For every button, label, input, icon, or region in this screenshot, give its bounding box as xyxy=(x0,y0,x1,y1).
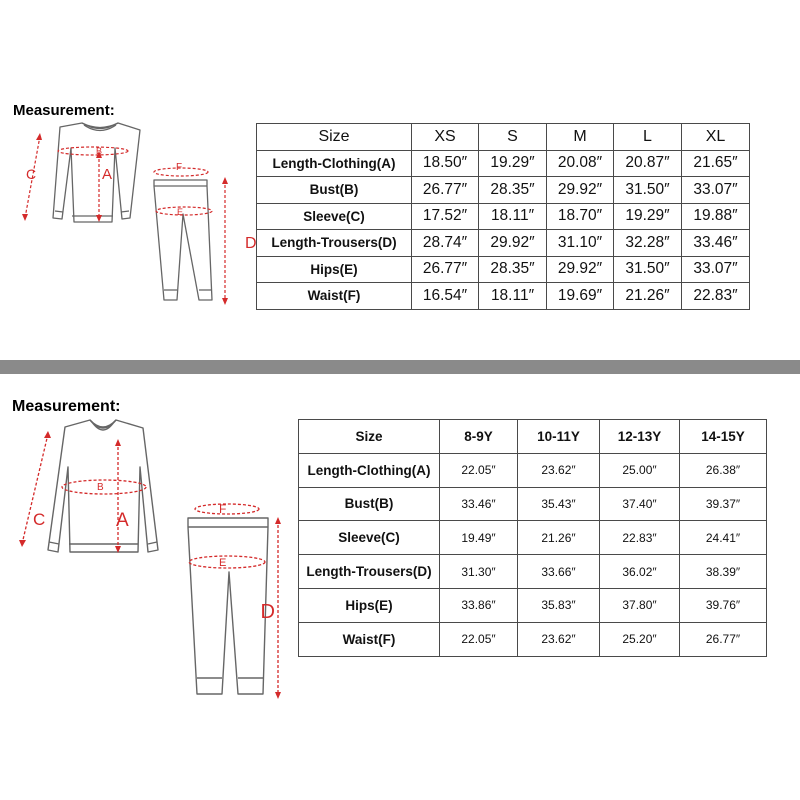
row-label: Sleeve(C) xyxy=(299,521,440,555)
label-d: D xyxy=(245,235,257,252)
table-row xyxy=(299,588,767,622)
row-label: Waist(F) xyxy=(257,283,412,310)
kids-table-header-row xyxy=(299,420,767,454)
row-label: Length-Clothing(A) xyxy=(299,453,440,487)
kids-header-10-11y: 10-11Y xyxy=(518,420,600,454)
table-cell: 20.87″ xyxy=(614,150,682,177)
table-cell: 31.50″ xyxy=(614,256,682,283)
adult-header-xl: XL xyxy=(682,124,750,151)
label-a: A xyxy=(116,510,129,531)
kids-measurement-heading: Measurement: xyxy=(12,398,121,415)
table-cell: 36.02″ xyxy=(600,555,680,589)
adult-header-m: M xyxy=(547,124,614,151)
kids-header-12-13y: 12-13Y xyxy=(600,420,680,454)
table-cell: 33.66″ xyxy=(518,555,600,589)
table-cell: 31.10″ xyxy=(547,230,614,257)
label-a: A xyxy=(102,166,113,183)
measurement-markers xyxy=(22,434,278,696)
table-cell: 16.54″ xyxy=(412,283,479,310)
row-label: Length-Trousers(D) xyxy=(299,555,440,589)
table-cell: 33.07″ xyxy=(682,177,750,204)
table-cell: 19.29″ xyxy=(479,150,547,177)
table-cell: 23.62″ xyxy=(518,453,600,487)
label-c: C xyxy=(26,166,37,182)
table-cell: 35.83″ xyxy=(518,588,600,622)
table-row xyxy=(257,283,750,310)
adult-header-s: S xyxy=(479,124,547,151)
label-d: D xyxy=(260,601,275,623)
kids-garment-illustration xyxy=(0,412,300,712)
table-row xyxy=(299,453,767,487)
row-label: Bust(B) xyxy=(257,177,412,204)
table-cell: 21.26″ xyxy=(614,283,682,310)
adult-garment-illustration xyxy=(0,118,257,318)
trousers-outline xyxy=(154,180,212,300)
adult-size-section xyxy=(0,0,800,360)
table-cell: 38.39″ xyxy=(680,555,767,589)
kids-size-section xyxy=(0,374,800,800)
label-b: B xyxy=(96,146,103,156)
trousers-outline xyxy=(188,518,268,694)
table-cell: 26.77″ xyxy=(680,622,767,656)
table-cell: 19.69″ xyxy=(547,283,614,310)
label-e: E xyxy=(219,557,227,569)
label-f: F xyxy=(176,162,183,173)
table-row xyxy=(299,487,767,521)
label-f: F xyxy=(219,502,227,516)
kids-header-8-9y: 8-9Y xyxy=(440,420,518,454)
adult-table-header-row xyxy=(257,124,750,151)
table-row xyxy=(257,203,750,230)
table-cell: 22.83″ xyxy=(682,283,750,310)
table-cell: 25.00″ xyxy=(600,453,680,487)
kids-measurement-diagram xyxy=(0,412,300,712)
adult-header-xs: XS xyxy=(412,124,479,151)
table-cell: 33.46″ xyxy=(440,487,518,521)
table-row xyxy=(299,555,767,589)
table-cell: 29.92″ xyxy=(547,256,614,283)
table-cell: 39.76″ xyxy=(680,588,767,622)
row-label: Sleeve(C) xyxy=(257,203,412,230)
table-cell: 31.50″ xyxy=(614,177,682,204)
table-cell: 26.38″ xyxy=(680,453,767,487)
row-label: Waist(F) xyxy=(299,622,440,656)
table-row xyxy=(257,150,750,177)
row-label: Bust(B) xyxy=(299,487,440,521)
table-cell: 39.37″ xyxy=(680,487,767,521)
row-label: Hips(E) xyxy=(299,588,440,622)
table-cell: 19.88″ xyxy=(682,203,750,230)
table-cell: 28.35″ xyxy=(479,256,547,283)
adult-measurement-heading: Measurement: xyxy=(13,102,115,119)
table-cell: 19.49″ xyxy=(440,521,518,555)
kids-size-table xyxy=(298,419,767,657)
table-cell: 33.86″ xyxy=(440,588,518,622)
table-row xyxy=(257,256,750,283)
table-cell: 19.29″ xyxy=(614,203,682,230)
table-cell: 24.41″ xyxy=(680,521,767,555)
adult-measurement-diagram xyxy=(0,118,257,318)
table-cell: 26.77″ xyxy=(412,177,479,204)
section-divider xyxy=(0,360,800,374)
row-label: Hips(E) xyxy=(257,256,412,283)
table-cell: 25.20″ xyxy=(600,622,680,656)
adult-header-size: Size xyxy=(257,124,412,151)
label-b: B xyxy=(97,482,104,493)
table-cell: 22.05″ xyxy=(440,622,518,656)
row-label: Length-Trousers(D) xyxy=(257,230,412,257)
table-cell: 35.43″ xyxy=(518,487,600,521)
label-c: C xyxy=(33,510,46,529)
table-cell: 29.92″ xyxy=(479,230,547,257)
table-cell: 18.70″ xyxy=(547,203,614,230)
table-cell: 22.83″ xyxy=(600,521,680,555)
table-cell: 28.74″ xyxy=(412,230,479,257)
table-cell: 28.35″ xyxy=(479,177,547,204)
table-row xyxy=(257,230,750,257)
table-cell: 32.28″ xyxy=(614,230,682,257)
table-cell: 31.30″ xyxy=(440,555,518,589)
table-cell: 18.11″ xyxy=(479,283,547,310)
table-row xyxy=(299,622,767,656)
adult-header-l: L xyxy=(614,124,682,151)
table-cell: 37.80″ xyxy=(600,588,680,622)
table-cell: 37.40″ xyxy=(600,487,680,521)
shirt-outline xyxy=(53,123,140,222)
adult-size-table xyxy=(256,123,750,310)
table-row xyxy=(257,177,750,204)
kids-header-14-15y: 14-15Y xyxy=(680,420,767,454)
table-cell: 18.11″ xyxy=(479,203,547,230)
table-row xyxy=(299,521,767,555)
table-cell: 26.77″ xyxy=(412,256,479,283)
label-e: E xyxy=(177,207,184,217)
table-cell: 23.62″ xyxy=(518,622,600,656)
row-label: Length-Clothing(A) xyxy=(257,150,412,177)
table-cell: 29.92″ xyxy=(547,177,614,204)
table-cell: 33.46″ xyxy=(682,230,750,257)
table-cell: 22.05″ xyxy=(440,453,518,487)
table-cell: 21.65″ xyxy=(682,150,750,177)
table-cell: 21.26″ xyxy=(518,521,600,555)
table-cell: 17.52″ xyxy=(412,203,479,230)
table-cell: 18.50″ xyxy=(412,150,479,177)
kids-header-size: Size xyxy=(299,420,440,454)
table-cell: 33.07″ xyxy=(682,256,750,283)
table-cell: 20.08″ xyxy=(547,150,614,177)
